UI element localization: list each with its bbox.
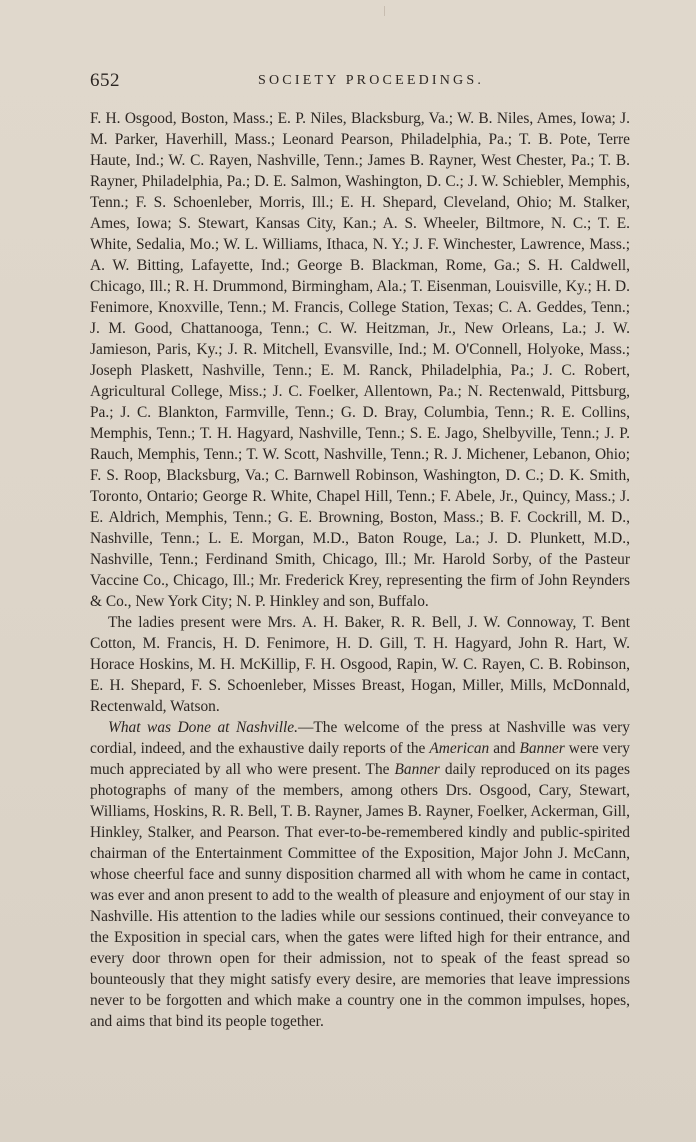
- newspaper-name: Banner: [519, 740, 565, 757]
- section-heading: What was Done at Nashville.: [108, 719, 298, 736]
- running-head: SOCIETY PROCEEDINGS.: [258, 73, 485, 88]
- text-segment: were very much appreciated by all who were present. The: [90, 740, 630, 778]
- page-header: [90, 70, 630, 94]
- paper-speck: [384, 6, 385, 16]
- nashville-paragraph: [90, 717, 630, 1032]
- ladies-present-paragraph: The ladies present were Mrs. A. H. Baker, R. R. Bell, J. W. Connoway, T. Bent Cotton, M. Francis, H. D. Fenimore, H. D. Gill, T. H. Hagyard, John R. Hart, W. Horace Hoskins, M. H. McKillip, F. H. Osgood, Rapin, W. C. Rayen, C. B. Robinson, E. H. Shepard, F. S. Schoenleber, Misses Breast, Hogan, Miller, Mills, McDonnald, Rectenwald, Watson.: [90, 614, 630, 715]
- member-list-paragraph: F. H. Osgood, Boston, Mass.; E. P. Niles, Blacksburg, Va.; W. B. Niles, Ames, Iowa; J. M. Parker, Haverhill, Mass.; Leonard Pearson, Philadelphia, Pa.; T. B. Pote, Terre Haute, Ind.; W. C. Rayen, Nashville, Tenn.; James B. Rayner, West Chester, Pa.; T. B. Rayner, Philadelphia, Pa.; D. E. Salmon, Washington, D. C.; J. W. Schiebler, Memphis, Tenn.; F. S. Schoenleber, Morris, Ill.; E. H. Shepard, Cleveland, Ohio; M. Stalker, Ames, Iowa; S. Stewart, Kansas City, Kan.; A. S. Wheeler, Biltmore, N. C.; T. E. White, Sedalia, Mo.; W. L. Williams, Ithaca, N. Y.; J. F. Winchester, Lawrence, Mass.; A. W. Bitting, Lafayette, Ind.; George B. Blackman, Rome, Ga.; S. H. Caldwell, Chicago, Ill.; R. H. Drummond, Birmingham, Ala.; T. Eisenman, Louisville, Ky.; H. D. Fenimore, Knoxville, Tenn.; M. Francis, College Station, Texas; C. A. Geddes, Tenn.; J. M. Good, Chattanooga, Tenn.; C. W. Heitzman, Jr., New Orleans, La.; J. W. Jamieson, Paris, Ky.; J. R. Mitchell, Evansville, Ind.; M. O'Connell, Holyoke, Mass.; Joseph Plaskett, Nashville, Tenn.; E. M. Ranck, Philadelphia, Pa.; J. C. Robert, Agricultural College, Miss.; J. C. Foelker, Allentown, Pa.; N. Rectenwald, Pittsburg, Pa.; J. C. Blankton, Farmville, Tenn.; G. D. Bray, Columbia, Tenn.; R. E. Collins, Memphis, Tenn.; T. H. Hagyard, Nashville, Tenn.; S. E. Jago, Shelbyville, Tenn.; J. P. Rauch, Memphis, Tenn.; T. W. Scott, Nashville, Tenn.; R. J. Michener, Lebanon, Ohio; F. S. Roop, Blacksburg, Va.; C. Barnwell Robinson, Washington, D. C.; D. K. Smith, Toronto, Ontario; George R. White, Chapel Hill, Tenn.; F. Abele, Jr., Quincy, Mass.; J. E. Aldrich, Memphis, Tenn.; G. E. Browning, Boston, Mass.; B. F. Cockrill, M. D., Nashville, Tenn.; L. E. Morgan, M.D., Baton Rouge, La.; J. D. Plunkett, M.D., Nashville, Tenn.; Ferdinand Smith, Chicago, Ill.; Mr. Harold Sorby, of the Pasteur Vaccine Co., Chicago, Ill.; Mr. Frederick Krey, representing the firm of John Reynders & Co., New York City; N. P. Hinkley and son, Buffalo.: [90, 110, 630, 610]
- text-segment: —The welcome of the press at Nashville was very cordial, indeed, and the exhaustive daily reports of the: [90, 719, 630, 757]
- text-segment: daily reproduced on its pages photographs of many of the members, among others Drs. Osgood, Cary, Stewart, Williams, Hoskins, R. R. Bell, T. B. Rayner, James B. Rayner, Foelker, Ackerman, Gill, Hinkley, Stalker, and Pearson. That ever-to-be-remembered kindly and public-spirited chairman of the Entertainment Committee of the Exposition, Major John J. McCann, whose cheerful face and sunny disposition charmed all with whom he came in contact, was ever and anon present to add to the wealth of pleasure and enjoyment of our stay in Nashville. His attention to the ladies while our sessions continued, their conveyance to the Exposition in special cars, when the gates were lifted high for their entrance, and every door thrown open for their admission, not to speak of the feast spread so bounteously that they might satisfy every desire, are memories that leave impressions never to be forgotten and which make a country one in the common impulses, hopes, and aims that bind its people together.: [90, 761, 630, 1030]
- text-segment: and: [489, 740, 520, 757]
- newspaper-name: American: [429, 740, 490, 757]
- newspaper-name: Banner: [394, 761, 440, 778]
- body-text: [90, 108, 630, 1032]
- page-number: 652: [90, 70, 120, 91]
